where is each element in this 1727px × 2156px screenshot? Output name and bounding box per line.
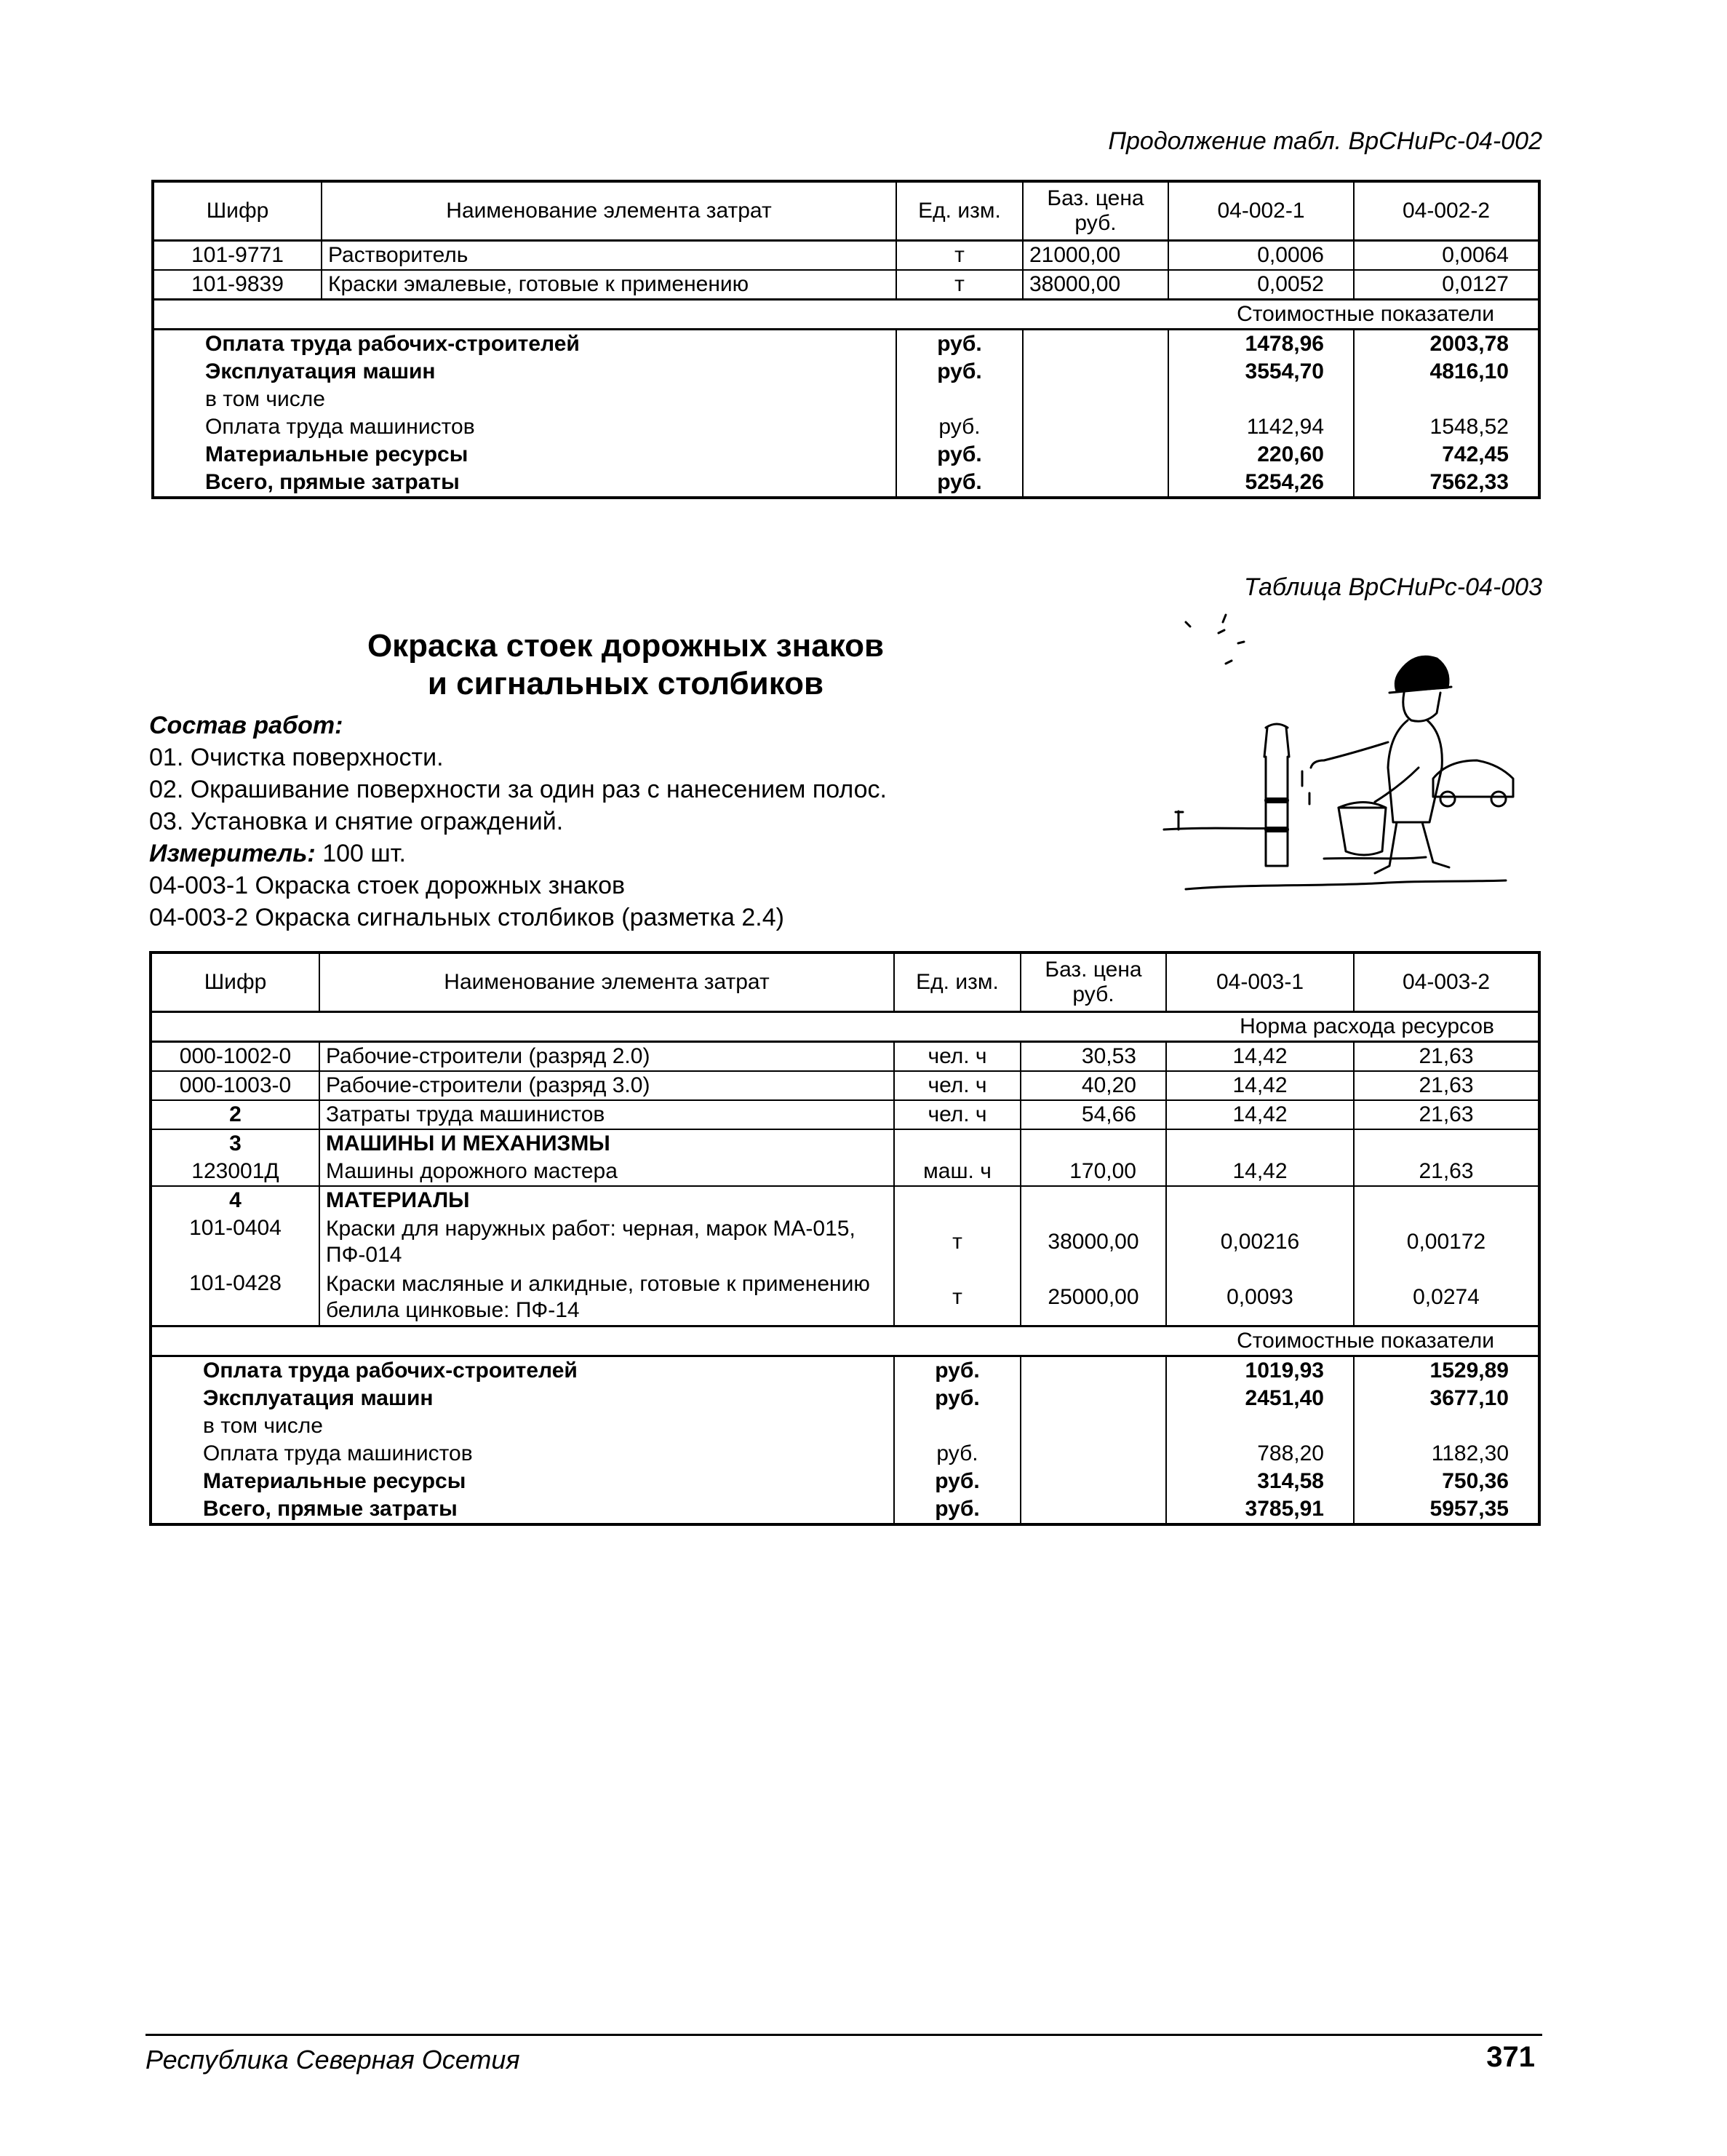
section-title-line2: и сигнальных столбиков xyxy=(427,666,824,701)
row-name: МАШИНЫ И МЕХАНИЗМЫ xyxy=(319,1129,894,1158)
cost-v2 xyxy=(1354,386,1539,413)
cost-v2: 742,45 xyxy=(1354,441,1539,469)
row-v2 xyxy=(1354,1186,1539,1214)
row-v2: 0,00172 xyxy=(1354,1214,1539,1270)
cost-unit xyxy=(894,1412,1021,1440)
cost-row xyxy=(151,1385,1539,1412)
cost-row xyxy=(151,1468,1539,1495)
cost-v1: 314,58 xyxy=(1166,1468,1354,1495)
meter-line xyxy=(149,838,1131,870)
cost-unit: руб. xyxy=(894,1495,1021,1524)
row-unit: маш. ч xyxy=(894,1158,1021,1186)
cost-v2: 5957,35 xyxy=(1354,1495,1539,1524)
section-row xyxy=(153,300,1539,330)
row-price: 38000,00 xyxy=(1021,1214,1166,1270)
cost-row xyxy=(153,358,1539,386)
header-unit: Ед. изм. xyxy=(896,181,1023,241)
row-name: Краски масляные и алкидные, готовые к применению белила цинковые: ПФ-14 xyxy=(319,1270,894,1326)
cost-row xyxy=(151,1356,1539,1385)
cost-v1: 788,20 xyxy=(1166,1440,1354,1468)
cost-v2: 3677,10 xyxy=(1354,1385,1539,1412)
table1-caption: Продолжение табл. ВрСНиРс-04-002 xyxy=(1108,127,1542,155)
cost-name: Оплата труда машинистов xyxy=(153,413,896,441)
cost-row xyxy=(153,413,1539,441)
cost-v2 xyxy=(1354,1412,1539,1440)
row-price: 40,20 xyxy=(1021,1071,1166,1100)
table-row xyxy=(151,1214,1539,1270)
cost-v2: 2003,78 xyxy=(1354,330,1539,359)
cost-name: Всего, прямые затраты xyxy=(153,469,896,498)
cost-v1: 2451,40 xyxy=(1166,1385,1354,1412)
cost-row xyxy=(153,469,1539,498)
painter-illustration xyxy=(1157,611,1520,902)
row-code: 4 xyxy=(151,1186,319,1214)
cost-price xyxy=(1023,441,1168,469)
cost-name: Материальные ресурсы xyxy=(153,441,896,469)
table-row xyxy=(151,1071,1539,1100)
section-label: Норма расхода ресурсов xyxy=(151,1012,1539,1042)
row-unit: чел. ч xyxy=(894,1071,1021,1100)
section-label: Стоимостные показатели xyxy=(153,300,1539,330)
row-price xyxy=(1021,1129,1166,1158)
row-v2: 0,0064 xyxy=(1354,241,1539,271)
row-name: Рабочие-строители (разряд 2.0) xyxy=(319,1042,894,1072)
row-price: 25000,00 xyxy=(1021,1270,1166,1326)
cost-row xyxy=(151,1412,1539,1440)
cost-v1: 3554,70 xyxy=(1168,358,1354,386)
cost-price xyxy=(1021,1385,1166,1412)
work-item: 01. Очистка поверхности. xyxy=(149,744,444,771)
table-row xyxy=(151,1186,1539,1214)
cost-price xyxy=(1021,1356,1166,1385)
cost-price xyxy=(1023,386,1168,413)
row-code: 000-1002-0 xyxy=(151,1042,319,1072)
table-row xyxy=(151,1100,1539,1129)
cost-price xyxy=(1023,469,1168,498)
cost-v1: 1478,96 xyxy=(1168,330,1354,359)
cost-v1 xyxy=(1166,1412,1354,1440)
table-row xyxy=(153,270,1539,300)
row-name: Растворитель xyxy=(322,241,896,271)
row-v2: 21,63 xyxy=(1354,1100,1539,1129)
cost-price xyxy=(1023,358,1168,386)
cost-row xyxy=(151,1440,1539,1468)
row-v2: 0,0274 xyxy=(1354,1270,1539,1326)
work-composition xyxy=(149,709,1131,934)
cost-name: в том числе xyxy=(153,386,896,413)
header-name: Наименование элемента затрат xyxy=(319,952,894,1012)
row-name: Краски для наружных работ: черная, марок МА-015, ПФ-014 xyxy=(319,1214,894,1270)
row-unit: чел. ч xyxy=(894,1100,1021,1129)
cost-unit: руб. xyxy=(896,358,1023,386)
cost-unit: руб. xyxy=(896,330,1023,359)
row-v1 xyxy=(1166,1129,1354,1158)
header-price: Баз. цена руб. xyxy=(1023,181,1168,241)
footer-divider xyxy=(145,2034,1542,2036)
footer-region: Республика Северная Осетия xyxy=(145,2045,520,2075)
cost-v2: 1182,30 xyxy=(1354,1440,1539,1468)
header-code: Шифр xyxy=(153,181,322,241)
meter-label: Измеритель: xyxy=(149,840,316,867)
cost-row xyxy=(153,330,1539,359)
work-item: 03. Установка и снятие ограждений. xyxy=(149,808,564,835)
cost-name: Оплата труда рабочих-строителей xyxy=(153,330,896,359)
table1 xyxy=(151,180,1541,499)
row-v1: 14,42 xyxy=(1166,1071,1354,1100)
header-col2: 04-002-2 xyxy=(1354,181,1539,241)
header-col1: 04-003-1 xyxy=(1166,952,1354,1012)
cost-unit: руб. xyxy=(896,469,1023,498)
variant-item: 04-003-1 Окраска стоек дорожных знаков xyxy=(149,872,626,899)
row-unit: т xyxy=(896,270,1023,300)
row-price xyxy=(1021,1186,1166,1214)
row-unit: чел. ч xyxy=(894,1042,1021,1072)
work-label: Состав работ: xyxy=(149,712,343,739)
page-number: 371 xyxy=(1486,2041,1535,2073)
row-v2: 0,0127 xyxy=(1354,270,1539,300)
row-price: 38000,00 xyxy=(1023,270,1168,300)
cost-name: Эксплуатация машин xyxy=(153,358,896,386)
cost-name: Оплата труда машинистов xyxy=(151,1440,894,1468)
table-header-row xyxy=(151,952,1539,1012)
cost-name: в том числе xyxy=(151,1412,894,1440)
row-v2: 21,63 xyxy=(1354,1071,1539,1100)
row-code: 3 xyxy=(151,1129,319,1158)
cost-row xyxy=(153,441,1539,469)
table-row xyxy=(151,1042,1539,1072)
row-name: Машины дорожного мастера xyxy=(319,1158,894,1186)
cost-name: Оплата труда рабочих-строителей xyxy=(151,1356,894,1385)
cost-row xyxy=(153,386,1539,413)
cost-v1: 220,60 xyxy=(1168,441,1354,469)
work-item: 02. Окрашивание поверхности за один раз с нанесением полос. xyxy=(149,776,887,803)
cost-price xyxy=(1021,1468,1166,1495)
cost-unit: руб. xyxy=(894,1468,1021,1495)
meter-value: 100 шт. xyxy=(322,840,406,867)
section-title xyxy=(233,627,1018,703)
row-code: 101-9839 xyxy=(153,270,322,300)
row-v2: 21,63 xyxy=(1354,1158,1539,1186)
cost-v2: 1548,52 xyxy=(1354,413,1539,441)
row-v2: 21,63 xyxy=(1354,1042,1539,1072)
row-v1: 14,42 xyxy=(1166,1158,1354,1186)
cost-unit: руб. xyxy=(896,441,1023,469)
header-col2: 04-003-2 xyxy=(1354,952,1539,1012)
row-code: 2 xyxy=(151,1100,319,1129)
cost-unit: руб. xyxy=(894,1440,1021,1468)
cost-v2: 1529,89 xyxy=(1354,1356,1539,1385)
row-unit xyxy=(894,1129,1021,1158)
table2-caption: Таблица ВрСНиРс-04-003 xyxy=(1243,573,1542,601)
cost-v1: 1019,93 xyxy=(1166,1356,1354,1385)
row-v1: 0,0052 xyxy=(1168,270,1354,300)
header-code: Шифр xyxy=(151,952,319,1012)
cost-v2: 750,36 xyxy=(1354,1468,1539,1495)
table2 xyxy=(149,951,1541,1526)
row-name: Затраты труда машинистов xyxy=(319,1100,894,1129)
cost-name: Эксплуатация машин xyxy=(151,1385,894,1412)
cost-v2: 7562,33 xyxy=(1354,469,1539,498)
row-code: 123001Д xyxy=(151,1158,319,1186)
cost-row xyxy=(151,1495,1539,1524)
row-name: МАТЕРИАЛЫ xyxy=(319,1186,894,1214)
row-code: 000-1003-0 xyxy=(151,1071,319,1100)
cost-name: Всего, прямые затраты xyxy=(151,1495,894,1524)
row-price: 21000,00 xyxy=(1023,241,1168,271)
section-title-line1: Окраска стоек дорожных знаков xyxy=(367,628,885,664)
cost-price xyxy=(1021,1495,1166,1524)
row-name: Рабочие-строители (разряд 3.0) xyxy=(319,1071,894,1100)
table-header-row xyxy=(153,181,1539,241)
cost-price xyxy=(1021,1440,1166,1468)
variant-item: 04-003-2 Окраска сигнальных столбиков (разметка 2.4) xyxy=(149,904,784,931)
row-v1: 0,0093 xyxy=(1166,1270,1354,1326)
row-code: 101-0428 xyxy=(151,1270,319,1326)
header-price: Баз. цена руб. xyxy=(1021,952,1166,1012)
section-row xyxy=(151,1326,1539,1356)
cost-unit xyxy=(896,386,1023,413)
row-code: 101-0404 xyxy=(151,1214,319,1270)
row-unit: т xyxy=(894,1270,1021,1326)
row-unit xyxy=(894,1186,1021,1214)
row-price: 54,66 xyxy=(1021,1100,1166,1129)
cost-v2: 4816,10 xyxy=(1354,358,1539,386)
row-v1: 14,42 xyxy=(1166,1042,1354,1072)
table-row xyxy=(151,1129,1539,1158)
cost-v1 xyxy=(1168,386,1354,413)
row-price: 30,53 xyxy=(1021,1042,1166,1072)
row-unit: т xyxy=(894,1214,1021,1270)
section-label: Стоимостные показатели xyxy=(151,1326,1539,1356)
row-code: 101-9771 xyxy=(153,241,322,271)
header-col1: 04-002-1 xyxy=(1168,181,1354,241)
cost-unit: руб. xyxy=(894,1356,1021,1385)
cost-unit: руб. xyxy=(896,413,1023,441)
row-price: 170,00 xyxy=(1021,1158,1166,1186)
row-v2 xyxy=(1354,1129,1539,1158)
row-name: Краски эмалевые, готовые к применению xyxy=(322,270,896,300)
table-row xyxy=(151,1158,1539,1186)
cost-v1: 3785,91 xyxy=(1166,1495,1354,1524)
cost-price xyxy=(1021,1412,1166,1440)
row-v1: 0,00216 xyxy=(1166,1214,1354,1270)
table-row xyxy=(151,1270,1539,1326)
header-name: Наименование элемента затрат xyxy=(322,181,896,241)
cost-unit: руб. xyxy=(894,1385,1021,1412)
cost-v1: 5254,26 xyxy=(1168,469,1354,498)
row-v1: 14,42 xyxy=(1166,1100,1354,1129)
row-unit: т xyxy=(896,241,1023,271)
cost-price xyxy=(1023,330,1168,359)
section-row xyxy=(151,1012,1539,1042)
cost-v1: 1142,94 xyxy=(1168,413,1354,441)
cost-price xyxy=(1023,413,1168,441)
cost-name: Материальные ресурсы xyxy=(151,1468,894,1495)
row-v1: 0,0006 xyxy=(1168,241,1354,271)
table-row xyxy=(153,241,1539,271)
header-unit: Ед. изм. xyxy=(894,952,1021,1012)
row-v1 xyxy=(1166,1186,1354,1214)
